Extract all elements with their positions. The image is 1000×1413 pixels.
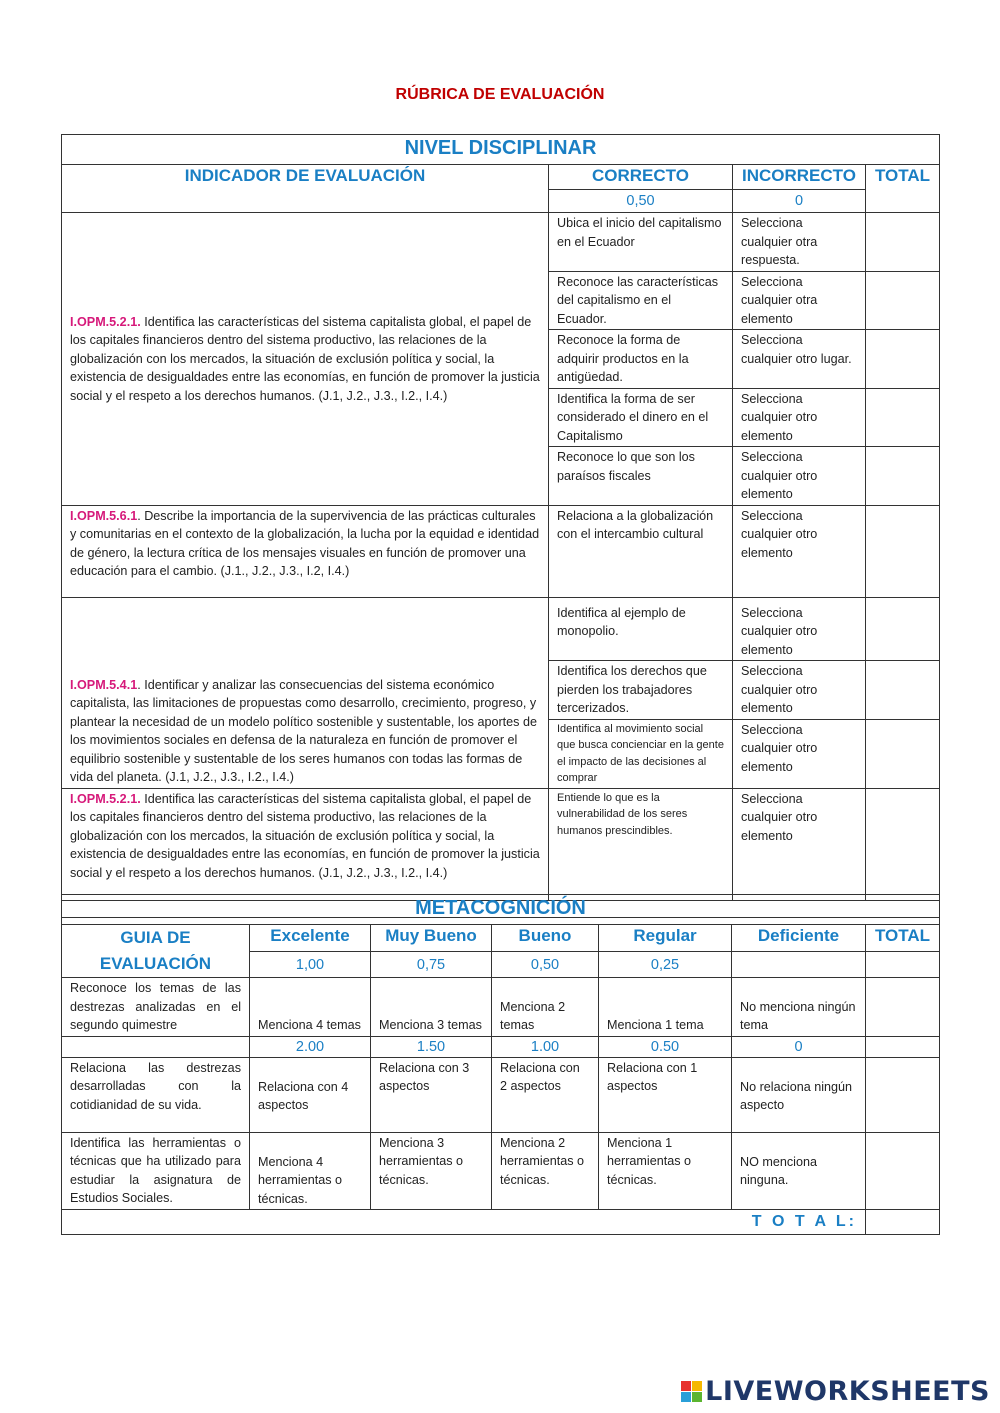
criterion-incorrect: Selecciona cualquier otro elemento bbox=[733, 505, 866, 597]
score-cell[interactable] bbox=[866, 952, 940, 978]
indicator-code: I.OPM.5.4.1 bbox=[70, 677, 138, 692]
incorrect-value: 0 bbox=[733, 190, 866, 213]
level-points: 0.50 bbox=[599, 1036, 732, 1057]
level-points: 1.50 bbox=[371, 1036, 492, 1057]
level-header: Bueno bbox=[492, 925, 599, 952]
col-correct-header: CORRECTO bbox=[549, 165, 733, 190]
level-desc: No relaciona ningún aspecto bbox=[732, 1057, 866, 1132]
criterion-incorrect: Selecciona cualquier otro elemento bbox=[733, 597, 866, 661]
indicator-code: I.OPM.5.6.1 bbox=[70, 508, 138, 523]
criterion-incorrect: Selecciona cualquier otro elemento bbox=[733, 388, 866, 447]
col-total-header: TOTAL bbox=[866, 165, 940, 213]
level-desc: Menciona 4 herramientas o técnicas. bbox=[250, 1132, 371, 1210]
logo-text: LIVEWORKSHEETS bbox=[705, 1376, 990, 1407]
score-cell[interactable] bbox=[866, 1132, 940, 1210]
logo-square bbox=[692, 1381, 702, 1391]
page-title: RÚBRICA DE EVALUACIÓN bbox=[395, 86, 605, 103]
col-incorrect-header: INCORRECTO bbox=[733, 165, 866, 190]
empty-cell bbox=[62, 1036, 250, 1057]
score-cell[interactable] bbox=[866, 1036, 940, 1057]
logo-square bbox=[692, 1392, 702, 1402]
level-header: Deficiente bbox=[732, 925, 866, 952]
total-label: T O T A L: bbox=[62, 1210, 866, 1235]
score-cell[interactable] bbox=[866, 978, 940, 1037]
level-desc: Menciona 1 tema bbox=[599, 978, 732, 1037]
col-indicator-header: INDICADOR DE EVALUACIÓN bbox=[62, 165, 549, 213]
criterion-correct: Identifica al movimiento social que busca concienciar en la gente el impacto de las decisiones al comprar bbox=[549, 719, 733, 788]
criterion-correct: Entiende lo que es la vulnerabilidad de los seres humanos prescindibles. bbox=[549, 788, 733, 900]
criterion-correct: Reconoce la forma de adquirir productos en la antigüedad. bbox=[549, 330, 733, 389]
disciplinar-heading: NIVEL DISCIPLINAR bbox=[62, 135, 940, 165]
guide-text: Relaciona las destrezas desarrolladas con la cotidianidad de su vida. bbox=[62, 1057, 250, 1132]
level-desc: Relaciona con 3 aspectos bbox=[371, 1057, 492, 1132]
indicator-cell bbox=[62, 213, 549, 506]
indicator-text: . Describe la importancia de la supervivencia de las prácticas culturales y comunitarias en el contexto de la globalización, la lucha por la equidad e identidad de género, la lectura crítica de los mensajes visuales en función de promover una educación para el cambio. (J.1., J.2., J.3., I.2, I.4.) bbox=[70, 508, 540, 578]
level-value: 0,25 bbox=[599, 952, 732, 978]
col-guide-header: GUIA DE EVALUACIÓN bbox=[62, 925, 250, 978]
score-cell[interactable] bbox=[866, 788, 940, 900]
criterion-correct: Identifica los derechos que pierden los trabajadores tercerizados. bbox=[549, 661, 733, 720]
meta-heading: METACOGNICIÓN bbox=[62, 895, 940, 925]
grand-total-cell[interactable] bbox=[866, 1210, 940, 1235]
criterion-correct: Relaciona a la globalización con el intercambio cultural bbox=[549, 505, 733, 597]
level-header: Excelente bbox=[250, 925, 371, 952]
indicator-cell bbox=[62, 597, 549, 788]
level-value: 0,75 bbox=[371, 952, 492, 978]
level-desc: Relaciona con 4 aspectos bbox=[250, 1057, 371, 1132]
criterion-incorrect: Selecciona cualquier otra elemento bbox=[733, 271, 866, 330]
criterion-incorrect: Selecciona cualquier otro elemento bbox=[733, 788, 866, 900]
level-desc: Menciona 1 herramientas o técnicas. bbox=[599, 1132, 732, 1210]
criterion-incorrect: Selecciona cualquier otro elemento bbox=[733, 661, 866, 720]
correct-value: 0,50 bbox=[549, 190, 733, 213]
indicator-cell bbox=[62, 788, 549, 900]
criterion-incorrect: Selecciona cualquier otro elemento bbox=[733, 719, 866, 788]
indicator-cell bbox=[62, 505, 549, 597]
score-cell[interactable] bbox=[866, 719, 940, 788]
score-cell[interactable] bbox=[866, 661, 940, 720]
indicator-text: Identifica las características del sistema capitalista global, el papel de los capitales financieros dentro del sistema productivo, las relaciones de la globalización con los mercados, la situación de exclusión política y social, la existencia de desigualdades entre las economías, en función de promover la justicia social y el respeto a los derechos humanos. (J.1, J.2., J.3., I.2., I.4.) bbox=[70, 314, 540, 403]
level-value bbox=[732, 952, 866, 978]
criterion-correct: Reconoce las características del capitalismo en el Ecuador. bbox=[549, 271, 733, 330]
score-cell[interactable] bbox=[866, 1057, 940, 1132]
indicator-code: I.OPM.5.2.1. bbox=[70, 314, 141, 329]
indicator-code: I.OPM.5.2.1. bbox=[70, 791, 141, 806]
score-cell[interactable] bbox=[866, 271, 940, 330]
score-cell[interactable] bbox=[866, 330, 940, 389]
score-cell[interactable] bbox=[866, 505, 940, 597]
criterion-correct: Identifica al ejemplo de monopolio. bbox=[549, 597, 733, 661]
level-header: Muy Bueno bbox=[371, 925, 492, 952]
guide-text: Reconoce los temas de las destrezas analizadas en el segundo quimestre bbox=[62, 978, 250, 1037]
level-desc: Menciona 2 herramientas o técnicas. bbox=[492, 1132, 599, 1210]
indicator-text: Identifica las características del sistema capitalista global, el papel de los capitales financieros dentro del sistema productivo, las relaciones de la globalización con los mercados, la situación de exclusión política y social, la existencia de desigualdades entre las economías, en función de promover la justicia social y el respeto a los derechos humanos. (J.1, J.2., J.3., I.2., I.4.) bbox=[70, 791, 540, 880]
level-header: Regular bbox=[599, 925, 732, 952]
logo-icon bbox=[681, 1381, 702, 1402]
score-cell[interactable] bbox=[866, 213, 940, 272]
guide-text: Identifica las herramientas o técnicas que ha utilizado para estudiar la asignatura de Estudios Sociales. bbox=[62, 1132, 250, 1210]
level-desc: Menciona 3 herramientas o técnicas. bbox=[371, 1132, 492, 1210]
level-desc: Menciona 4 temas bbox=[250, 978, 371, 1037]
criterion-correct: Identifica la forma de ser considerado el dinero en el Capitalismo bbox=[549, 388, 733, 447]
level-points: 1.00 bbox=[492, 1036, 599, 1057]
criterion-correct: Ubica el inicio del capitalismo en el Ecuador bbox=[549, 213, 733, 272]
meta-table bbox=[61, 894, 940, 1235]
criterion-incorrect: Selecciona cualquier otra respuesta. bbox=[733, 213, 866, 272]
score-cell[interactable] bbox=[866, 447, 940, 506]
criterion-incorrect: Selecciona cualquier otro elemento bbox=[733, 447, 866, 506]
level-desc: Menciona 2 temas bbox=[492, 978, 599, 1037]
logo-square bbox=[681, 1392, 691, 1402]
level-desc: NO menciona ninguna. bbox=[732, 1132, 866, 1210]
score-cell[interactable] bbox=[866, 597, 940, 661]
disciplinar-table bbox=[61, 134, 940, 918]
criterion-incorrect: Selecciona cualquier otro lugar. bbox=[733, 330, 866, 389]
col-total-header: TOTAL bbox=[866, 925, 940, 952]
level-desc: Relaciona con 2 aspectos bbox=[492, 1057, 599, 1132]
liveworksheets-logo bbox=[681, 1376, 990, 1407]
level-value: 0,50 bbox=[492, 952, 599, 978]
level-desc: Relaciona con 1 aspectos bbox=[599, 1057, 732, 1132]
score-cell[interactable] bbox=[866, 388, 940, 447]
level-value: 1,00 bbox=[250, 952, 371, 978]
criterion-correct: Reconoce lo que son los paraísos fiscales bbox=[549, 447, 733, 506]
level-points: 2.00 bbox=[250, 1036, 371, 1057]
indicator-text: . Identificar y analizar las consecuencias del sistema económico capitalista, las limitaciones de propuestas como desarrollo, crecimiento, progreso, y plantear la necesidad de un modelo político sostenible y sustentable, los aportes de los movimientos sociales en defensa de la naturaleza en función de promover el equilibrio sostenible y sustentable de los seres humanos con todas las formas de vida del planeta. (J.1, J.2., J.3., I.2., I.4.) bbox=[70, 677, 537, 784]
level-desc: Menciona 3 temas bbox=[371, 978, 492, 1037]
level-desc: No menciona ningún tema bbox=[732, 978, 866, 1037]
logo-square bbox=[681, 1381, 691, 1391]
level-points: 0 bbox=[732, 1036, 866, 1057]
